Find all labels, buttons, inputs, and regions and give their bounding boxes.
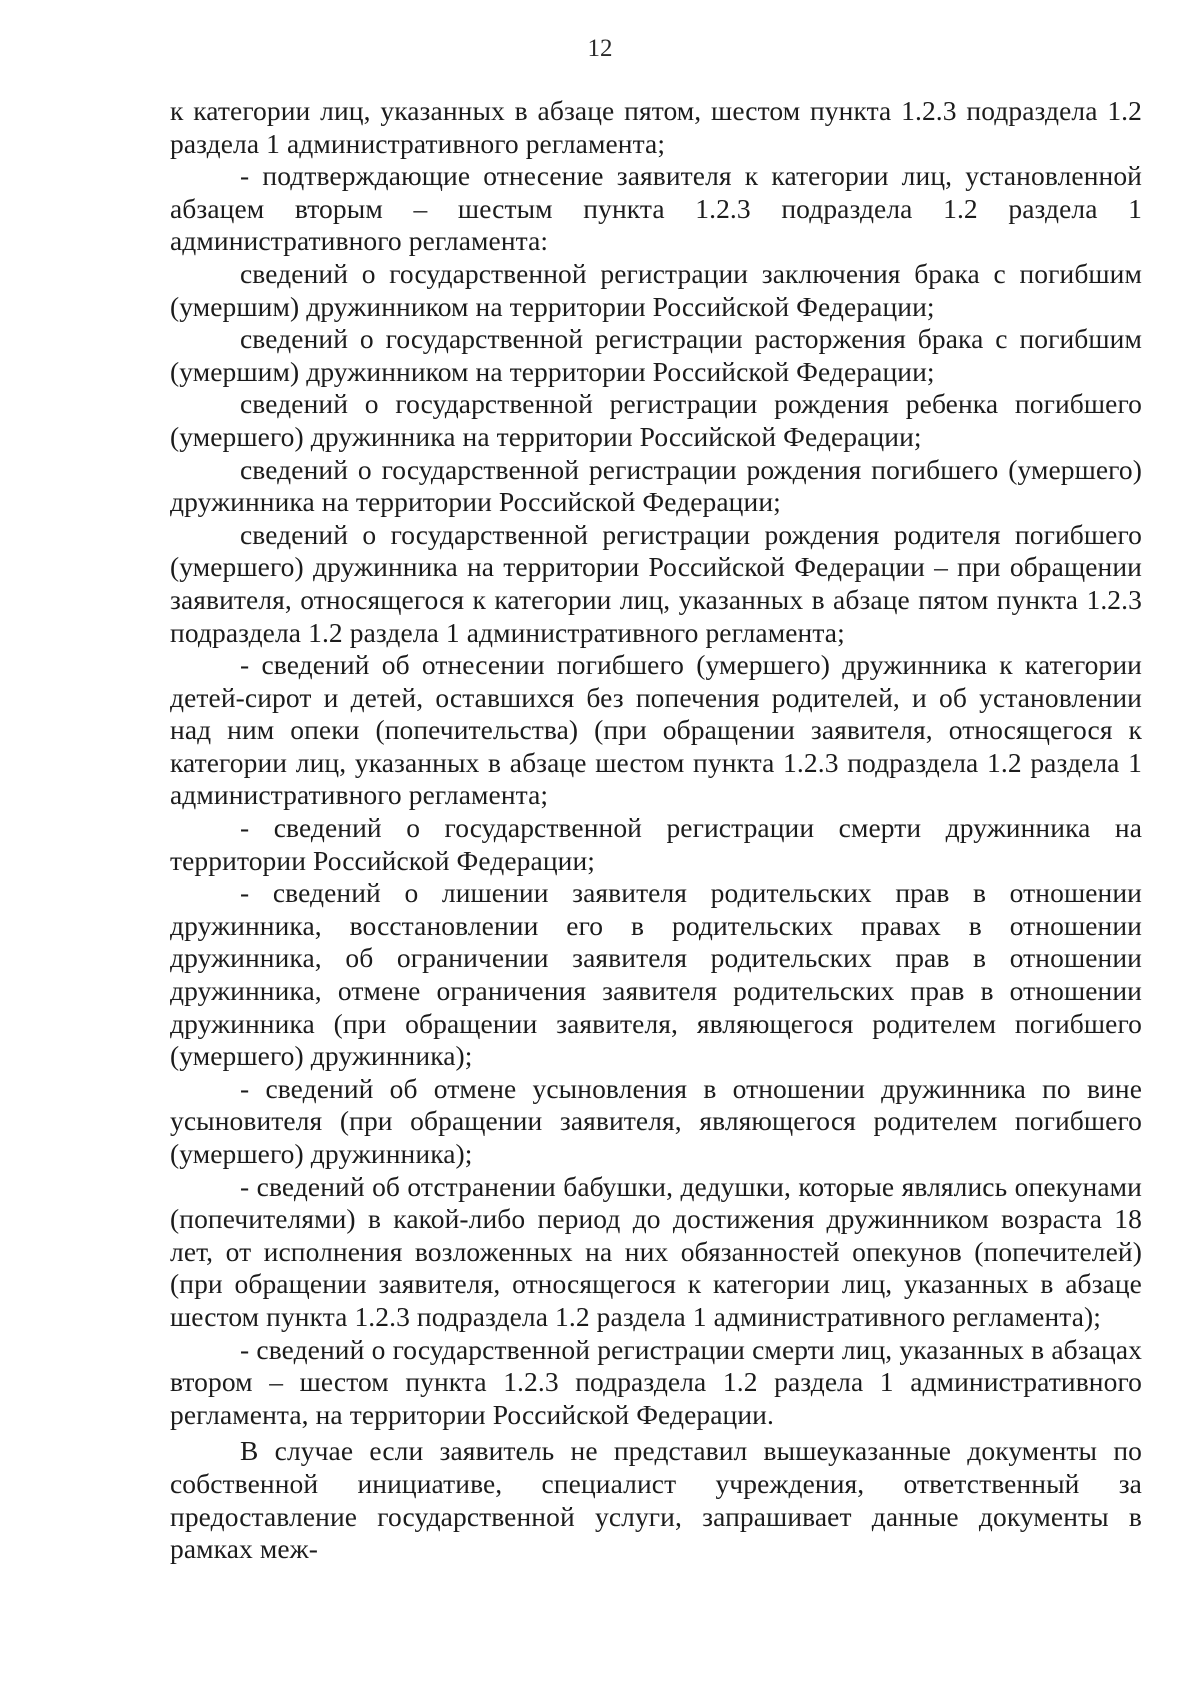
paragraph-final: В случае если заявитель не представил вышеуказанные документы по собственной инициативе, специалист учреждения, ответственный за предоставление государственной услуги, запрашивает данные документы в рамках меж-	[170, 1435, 1142, 1565]
document-body	[170, 95, 1142, 1566]
paragraph-list-item: сведений о государственной регистрации расторжения брака с погибшим (умершим) дружинником на территории Российской Федерации;	[170, 323, 1142, 387]
paragraph-continuation: к категории лиц, указанных в абзаце пятом, шестом пункта 1.2.3 подраздела 1.2 раздела 1 административного регламента;	[170, 95, 1142, 159]
paragraph-list-item: сведений о государственной регистрации заключения брака с погибшим (умершим) дружинником на территории Российской Федерации;	[170, 257, 1142, 322]
paragraph-list-item: сведений о государственной регистрации рождения родителя погибшего (умершего) дружинника на территории Российской Федерации – при обращении заявителя, относящегося к категории лиц, указанных в абзаце пятом пункта 1.2.3 подраздела 1.2 раздела 1 административного регламента;	[170, 518, 1142, 648]
page-number: 12	[587, 35, 613, 62]
paragraph-list-item: - сведений об отнесении погибшего (умершего) дружинника к категории детей-сирот и детей, оставшихся без попечения родителей, и об установлении над ним опеки (попечительства) (при обращении заявителя, относящегося к категории лиц, указанных в абзаце шестом пункта 1.2.3 подраздела 1.2 раздела 1 административного регламента;	[170, 649, 1142, 811]
paragraph-list-item: - подтверждающие отнесение заявителя к категории лиц, установленной абзацем вторым – шестым пункта 1.2.3 подраздела 1.2 раздела 1 административного регламента:	[170, 160, 1142, 257]
paragraph-list-item: - сведений о государственной регистрации смерти лиц, указанных в абзацах втором – шестом пункта 1.2.3 подраздела 1.2 раздела 1 административного регламента, на территории Российской Федерации.	[170, 1333, 1142, 1430]
paragraph-list-item: - сведений о лишении заявителя родительских прав в отношении дружинника, восстановлении его в родительских правах в отношении дружинника, об ограничении заявителя родительских прав в отношении дружинника, отмене ограничения заявителя родительских прав в отношении дружинника (при обращении заявителя, являющегося родителем погибшего (умершего) дружинника);	[170, 877, 1142, 1072]
paragraph-list-item: - сведений об отмене усыновления в отношении дружинника по вине усыновителя (при обращении заявителя, являющегося родителем погибшего (умершего) дружинника);	[170, 1072, 1142, 1169]
paragraph-list-item: сведений о государственной регистрации рождения погибшего (умершего) дружинника на территории Российской Федерации;	[170, 453, 1142, 518]
paragraph-list-item: - сведений об отстранении бабушки, дедушки, которые являлись опекунами (попечителями) в какой-либо период до достижения дружинником возраста 18 лет, от исполнения возложенных на них обязанностей опекунов (попечителей) (при обращении заявителя, относящегося к категории лиц, указанных в абзаце шестом пункта 1.2.3 подраздела 1.2 раздела 1 административного регламента);	[170, 1170, 1142, 1332]
paragraph-list-item: сведений о государственной регистрации рождения ребенка погибшего (умершего) дружинника на территории Российской Федерации;	[170, 388, 1142, 452]
paragraph-list-item: - сведений о государственной регистрации смерти дружинника на территории Российской Федерации;	[170, 812, 1142, 876]
